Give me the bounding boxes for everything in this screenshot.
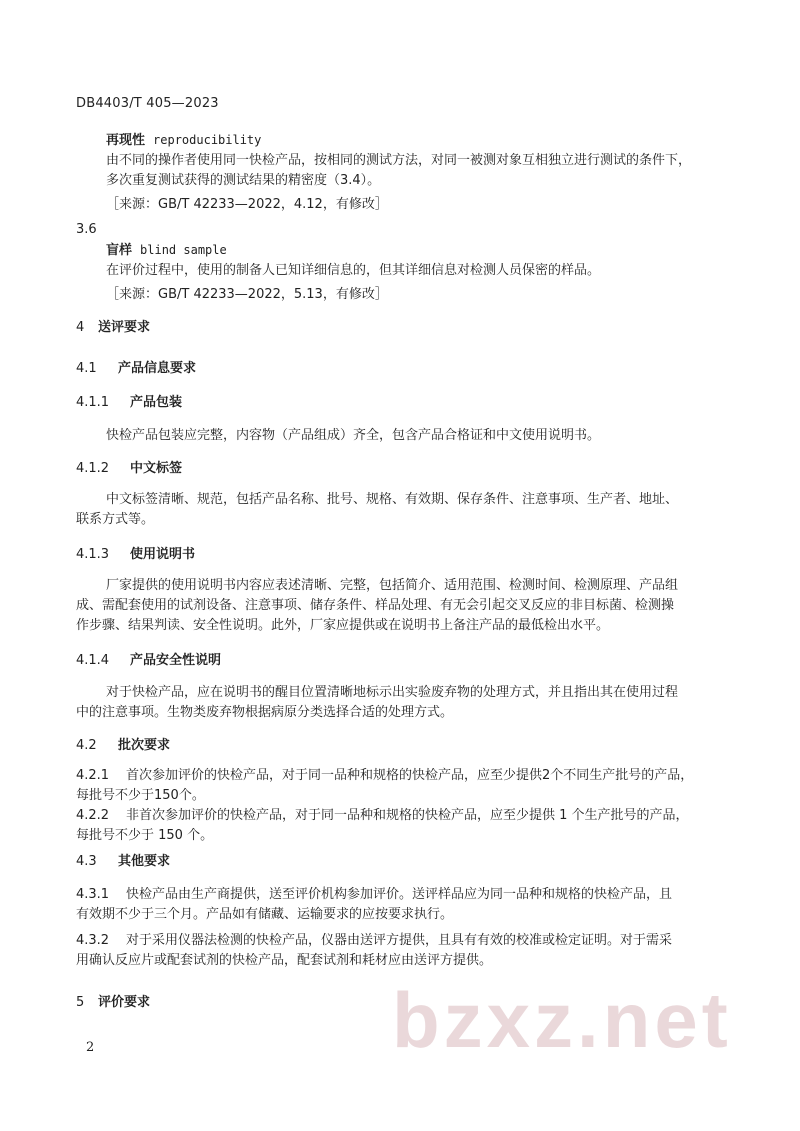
page-number: 2 <box>86 1040 95 1055</box>
section-heading: 4.1.1 产品包装 <box>76 395 183 410</box>
paragraph: 厂家提供的使用说明书内容应表述清晰、完整，包括简介、适用范围、检测时间、检测原理、产品组 成、需配套使用的试剂设备、注意事项、储存条件、样品处理、有无会引起交叉反应的非目标菌、检测操 作步骤、结果判读、安全性说明。此外，厂家应提供或在说明书上备注产品的最低检出水平。 <box>76 578 679 633</box>
section-heading: 4.1.2 中文标签 <box>76 461 183 476</box>
section-heading: 4.1.3 使用说明书 <box>76 547 196 562</box>
term-cn: 再现性 <box>106 133 146 148</box>
section-heading: 4.1 产品信息要求 <box>76 361 197 376</box>
section-heading: 4.2 批次要求 <box>76 738 171 753</box>
paragraph: 对于快检产品，应在说明书的醒目位置清晰地标示出实验废弃物的处理方式，并且指出其在使用过程 中的注意事项。生物类废弃物根据病原分类选择合适的处理方式。 <box>76 685 679 720</box>
clause-4-3-2: 4.3.2 对于采用仪器法检测的快检产品，仪器由送评方提供，且具有有效的校准或检定证明。对于需采 用确认反应片或配套试剂的快检产品，配套试剂和耗材应由送评方提供。 <box>76 933 673 968</box>
term-reproducibility <box>76 130 728 215</box>
clause-4-3-1: 4.3.1 快检产品由生产商提供，送至评价机构参加评价。送评样品应为同一品种和规格的快检产品，且 有效期不少于三个月。产品如有储藏、运输要求的应按要求执行。 <box>76 887 673 922</box>
term-blind-sample <box>76 220 728 305</box>
section-heading: 4.3 其他要求 <box>76 854 171 869</box>
clause-4-2-1: 4.2.1 首次参加评价的快检产品，对于同一品种和规格的快检产品，应至少提供2个不同生产批号的产品， 每批号不少于150个。 <box>76 768 694 803</box>
definition-line: 在评价过程中，使用的制备人已知详细信息的，但其详细信息对检测人员保密的样品。 <box>106 263 601 278</box>
section-heading: 4 送评要求 <box>76 320 151 335</box>
paragraph: 快检产品包装应完整，内容物（产品组成）齐全，包含产品合格证和中文使用说明书。 <box>106 428 601 443</box>
standard-code-header: DB4403/T 405—2023 <box>76 96 219 111</box>
source-note: ［来源：GB/T 42233—2022，5.13，有修改］ <box>106 287 388 302</box>
term-en: blind sample <box>140 243 227 257</box>
paragraph: 中文标签清晰、规范，包括产品名称、批号、规格、有效期、保存条件、注意事项、生产者、地址、 联系方式等。 <box>76 492 679 527</box>
clause-4-2-2: 4.2.2 非首次参加评价的快检产品，对于同一品种和规格的快检产品，应至少提供 1 个生产批号的产品， 每批号不少于 150 个。 <box>76 808 689 843</box>
term-cn: 盲样 <box>106 243 133 258</box>
clause-number: 3.6 <box>76 222 97 237</box>
source-note: ［来源：GB/T 42233—2022，4.12，有修改］ <box>106 197 388 212</box>
section-heading: 5 评价要求 <box>76 995 151 1010</box>
section-heading: 4.1.4 产品安全性说明 <box>76 653 222 668</box>
definition-line: 多次重复测试获得的测试结果的精密度（3.4）。 <box>106 173 381 188</box>
term-en: reproducibility <box>153 133 262 147</box>
watermark: bzxz.net <box>392 976 732 1064</box>
definition-line: 由不同的操作者使用同一快检产品，按相同的测试方法，对同一被测对象互相独立进行测试的条件下， <box>106 153 692 168</box>
